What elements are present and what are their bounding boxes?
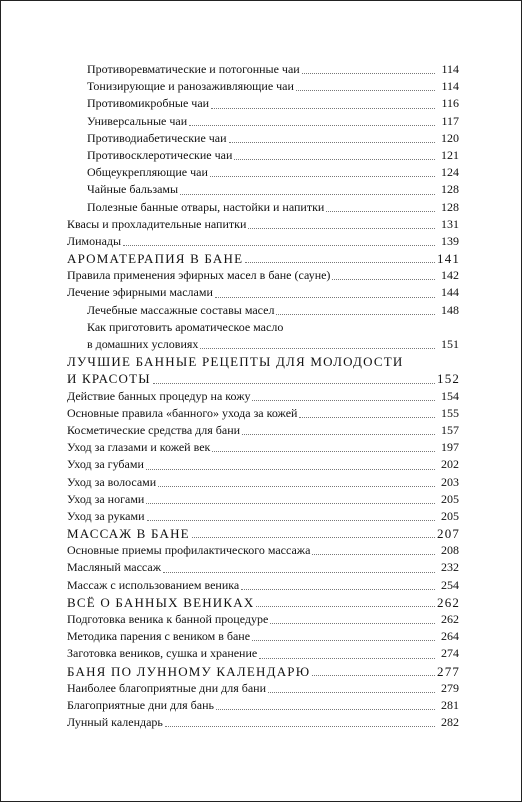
toc-entry: [67, 319, 459, 336]
dot-leader: [276, 314, 435, 315]
toc-entry: [67, 456, 459, 473]
toc-entry: [67, 388, 459, 405]
dot-leader: [147, 520, 436, 521]
toc-entry-title: Заготовка веников, сушка и хранение: [67, 646, 258, 661]
toc-entry-page: 262: [437, 594, 461, 610]
toc-entry-page: 144: [441, 285, 459, 300]
toc-entry-title: в домашних условиях: [87, 337, 199, 351]
dot-leader: [153, 383, 435, 384]
toc-entry-title: Уход за глазами и кожей век: [67, 440, 211, 455]
toc-entry-title: Уход за губами: [67, 457, 144, 472]
toc-entry-title: Правила применения эфирных масел в бане (сауне): [67, 268, 331, 283]
toc-entry-page: 205: [441, 508, 459, 523]
toc-entry-title: БАНЯ ПО ЛУННОМУ КАЛЕНДАРЮ: [67, 663, 311, 679]
toc-entry-page: 282: [441, 715, 459, 730]
toc-entry: [67, 78, 459, 95]
toc-entry-title: Масляный массаж: [67, 560, 161, 575]
dot-leader: [252, 400, 435, 401]
toc-entry-title: Как приготовить ароматическое масло: [87, 319, 284, 334]
toc-entry-title: Лечебные массажные составы масел: [87, 302, 275, 317]
toc-entry: [67, 95, 459, 112]
toc-entry: [67, 233, 459, 250]
toc-entry-page: 114: [441, 79, 459, 94]
toc-entry-page: 116: [441, 96, 459, 111]
toc-entry: [67, 181, 459, 198]
toc-entry: [67, 284, 459, 301]
toc-entry-page: 254: [441, 577, 459, 592]
toc-entry: [67, 405, 459, 422]
table-of-contents: [67, 61, 459, 731]
toc-entry-title: Методика парения с веником в бане: [67, 629, 251, 644]
dot-leader: [268, 692, 435, 693]
dot-leader: [270, 623, 435, 624]
toc-entry: [67, 697, 459, 714]
dot-leader: [146, 469, 435, 470]
toc-entry-title: Универсальные чаи: [87, 113, 188, 128]
toc-entry-page: 157: [441, 422, 459, 437]
toc-entry-title: Противоревматические и потогонные чаи: [87, 62, 300, 76]
toc-entry-title: Уход за ногами: [67, 491, 145, 506]
toc-entry: [67, 645, 459, 662]
dot-leader: [326, 211, 435, 212]
toc-entry-page: 274: [441, 646, 459, 661]
toc-entry-page: 264: [441, 629, 459, 644]
toc-entry-title: Уход за руками: [67, 508, 145, 523]
toc-entry: [67, 559, 459, 576]
dot-leader: [200, 348, 435, 349]
toc-entry-page: 141: [437, 251, 461, 267]
toc-entry-title: ВСЁ О БАННЫХ ВЕНИКАХ: [67, 594, 255, 610]
toc-entry-page: 232: [441, 560, 459, 575]
dot-leader: [332, 279, 435, 280]
dot-leader: [123, 245, 435, 246]
toc-entry-page: 208: [441, 543, 459, 558]
toc-entry-title: Основные приемы профилактического массажа: [67, 543, 311, 558]
toc-entry-title: Действие банных процедур на кожу: [67, 388, 251, 403]
toc-entry-title: И КРАСОТЫ: [67, 371, 151, 387]
toc-entry-page: 155: [441, 405, 459, 420]
toc-entry: [67, 628, 459, 645]
toc-entry-title: Чайные бальзамы: [87, 182, 179, 197]
dot-leader: [245, 262, 435, 263]
toc-entry-page: 114: [441, 62, 459, 76]
toc-entry-page: 131: [441, 216, 459, 231]
toc-entry: [67, 594, 459, 611]
dot-leader: [180, 194, 435, 195]
toc-entry: [67, 61, 459, 78]
dot-leader: [241, 589, 435, 590]
toc-entry: [67, 491, 459, 508]
dot-leader: [211, 108, 435, 109]
dot-leader: [210, 176, 435, 177]
toc-entry: [67, 130, 459, 147]
toc-entry-page: 139: [441, 233, 459, 248]
toc-entry-page: 279: [441, 680, 459, 695]
toc-entry-title: Уход за волосами: [67, 474, 157, 489]
toc-entry-title: МАССАЖ В БАНЕ: [67, 526, 190, 542]
toc-entry: [67, 147, 459, 164]
toc-entry: [67, 199, 459, 216]
toc-entry-title: Тонизирующие и ранозаживляющие чаи: [87, 79, 294, 94]
dot-leader: [312, 554, 435, 555]
toc-entry-title: Наиболее благоприятные дни для бани: [67, 680, 267, 695]
toc-entry-page: 121: [441, 147, 459, 162]
toc-entry: [67, 113, 459, 130]
dot-leader: [296, 90, 435, 91]
toc-entry-title: Общеукрепляющие чаи: [87, 165, 208, 180]
toc-entry-title: Противомикробные чаи: [87, 96, 210, 111]
toc-entry: [67, 577, 459, 594]
toc-entry-page: 128: [441, 182, 459, 197]
dot-leader: [312, 675, 435, 676]
toc-entry: [67, 370, 459, 387]
dot-leader: [259, 658, 435, 659]
toc-entry-page: 262: [441, 612, 459, 626]
dot-leader: [212, 451, 435, 452]
toc-entry-title: Основные правила «банного» ухода за кожей: [67, 405, 298, 420]
dot-leader: [234, 159, 435, 160]
toc-entry-page: 142: [441, 268, 459, 283]
toc-entry-page: 205: [441, 491, 459, 506]
toc-entry-title: Косметические средства для бани: [67, 422, 241, 437]
toc-entry-title: Подготовка веника к банной процедуре: [67, 612, 269, 626]
toc-entry-page: 128: [441, 199, 459, 214]
toc-entry: [67, 542, 459, 559]
toc-entry: [67, 663, 459, 680]
dot-leader: [215, 297, 435, 298]
toc-entry: [67, 422, 459, 439]
toc-entry-title: АРОМАТЕРАПИЯ В БАНЕ: [67, 251, 244, 267]
toc-entry-page: 117: [441, 113, 459, 128]
dot-leader: [216, 709, 435, 710]
toc-entry-page: 281: [441, 697, 459, 712]
dot-leader: [146, 503, 435, 504]
dot-leader: [192, 537, 435, 538]
toc-entry: [67, 302, 459, 319]
toc-entry-title: Лунный календарь: [67, 715, 163, 730]
toc-entry-title: Противодиабетические чаи: [87, 130, 227, 145]
toc-entry: [67, 474, 459, 491]
dot-leader: [158, 486, 435, 487]
toc-entry: [67, 353, 459, 370]
toc-entry-title: Лечение эфирными маслами: [67, 285, 213, 300]
toc-entry-title: Полезные банные отвары, настойки и напитки: [87, 199, 325, 214]
dot-leader: [299, 417, 435, 418]
toc-entry-page: 151: [441, 337, 459, 351]
toc-entry-title: Благоприятные дни для бань: [67, 697, 214, 712]
toc-entry-page: 124: [441, 165, 459, 180]
toc-entry: [67, 216, 459, 233]
dot-leader: [248, 228, 435, 229]
toc-entry-page: 148: [441, 302, 459, 317]
toc-entry: [67, 164, 459, 181]
toc-entry-title: Противосклеротические чаи: [87, 147, 233, 162]
toc-entry: [67, 714, 459, 731]
dot-leader: [163, 572, 435, 573]
toc-entry: [67, 267, 459, 284]
toc-entry: [67, 508, 459, 525]
toc-entry: [67, 680, 459, 697]
dot-leader: [189, 125, 435, 126]
toc-entry: [67, 439, 459, 456]
toc-entry-page: 203: [441, 474, 459, 489]
toc-entry: [67, 336, 459, 353]
toc-entry-title: ЛУЧШИЕ БАННЫЕ РЕЦЕПТЫ ДЛЯ МОЛОДОСТИ: [67, 354, 404, 370]
toc-entry-page: 152: [437, 371, 461, 387]
toc-entry-title: Квасы и прохладительные напитки: [67, 216, 247, 231]
toc-entry-page: 202: [441, 457, 459, 472]
dot-leader: [165, 726, 435, 727]
toc-entry-page: 197: [441, 440, 459, 455]
dot-leader: [229, 142, 435, 143]
dot-leader: [256, 606, 435, 607]
toc-entry-page: 277: [437, 663, 461, 679]
toc-entry-title: Лимонады: [67, 233, 122, 248]
dot-leader: [252, 640, 435, 641]
toc-entry-page: 154: [441, 388, 459, 403]
toc-entry: [67, 525, 459, 542]
toc-entry-title: Массаж с использованием веника: [67, 577, 240, 592]
toc-entry: [67, 250, 459, 267]
toc-entry-page: 120: [441, 130, 459, 145]
dot-leader: [242, 434, 435, 435]
toc-entry-page: 207: [437, 526, 461, 542]
toc-entry: [67, 611, 459, 628]
dot-leader: [302, 73, 435, 74]
